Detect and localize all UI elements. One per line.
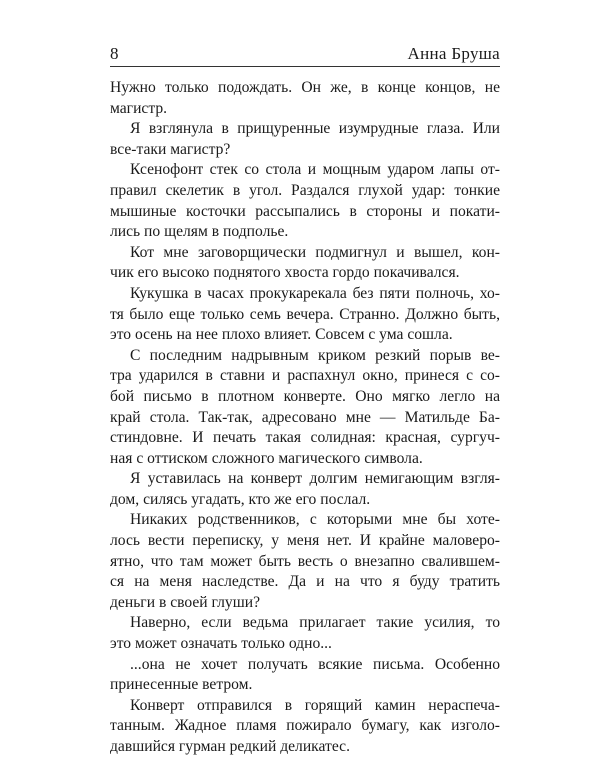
paragraph [110,284,500,346]
text-line: Конверт отправился в горящий камин нераспеча- [130,696,500,714]
text-line: Кот мне заговорщически подмигнул и вышел, кон- [130,243,500,261]
text-line: ятно, что там может быть весть о внезапно свалившем- [110,552,500,570]
page-number: 8 [110,44,119,63]
running-head [110,44,500,67]
text-line: С последним надрывным криком резкий порыв ве- [130,346,500,364]
text-line: чик его высоко поднятого хвоста гордо покачивался. [110,264,460,282]
text-line: ся на меня наследстве. Да и на что я буду тратить [110,573,500,591]
text-line: магистр. [110,99,168,117]
text-line: принесенные ветром. [110,676,253,694]
running-head-author: Анна Бруша [407,44,500,63]
paragraph [110,655,500,696]
text-line: мышиные косточки рассыпались в стороны и покати- [110,202,500,220]
text-line: дом, силясь угадать, кто же его послал. [110,490,371,508]
text-line: стиндовне. И печать такая солидная: красная, сургуч- [110,429,500,447]
text-line: Ксенофонт стек со стола и мощным ударом лапы от- [130,161,500,179]
text-line: деньги в своей глуши? [110,593,260,611]
text-line: Наверно, если ведьма прилагает такие усилия, то [130,614,500,632]
paragraph [110,613,500,654]
text-line: это осень на нее плохо влияет. Совсем с ума сошла. [110,326,453,344]
paragraph [110,160,500,242]
text-line: край стола. Так-так, адресовано мне — Матильде Ба- [110,408,500,426]
text-line: танным. Жадное пламя пожирало бумагу, как изголо- [110,717,500,735]
text-line: давшийся гурман редкий деликатес. [110,738,350,755]
text-line: Кукушка в часах прокукарекала без пяти полночь, хо- [130,284,500,302]
text-line: Я уставилась на конверт долгим немигающим взгля- [130,470,500,488]
text-line: ...она не хочет получать всякие письма. Особенно [130,655,500,673]
text-line: тя было еще только семь вечера. Странно. Должно быть, [110,305,500,323]
paragraph [110,696,500,758]
text-line: Я взглянула в прищуренные изумрудные глаза. Или [130,120,500,138]
text-line: лись по щелям в подполье. [110,223,289,241]
paragraph [110,346,500,470]
text-line: ная с оттиском сложного магического символа. [110,449,423,467]
text-line: правил скелетик в угол. Раздался глухой удар: тонкие [110,181,500,199]
text-line: все-таки магистр? [110,140,231,158]
paragraph [110,78,500,119]
text-line: лось вести переписку, у меня нет. И крайне маловеро- [110,532,500,550]
text-line: тра ударился в ставни и распахнул окно, принеся с со- [110,367,500,385]
paragraph [110,469,500,510]
paragraph [110,243,500,284]
paragraph [110,510,500,613]
text-line: Нужно только подождать. Он же, в конце концов, не [110,79,500,96]
text-line: бой письмо в плотном конверте. Оно мягко легло на [110,387,500,405]
text-line: это может означать только одно... [110,635,332,653]
body-text [110,78,500,758]
paragraph [110,119,500,160]
text-line: Никаких родственников, с которыми мне бы хоте- [130,511,500,529]
